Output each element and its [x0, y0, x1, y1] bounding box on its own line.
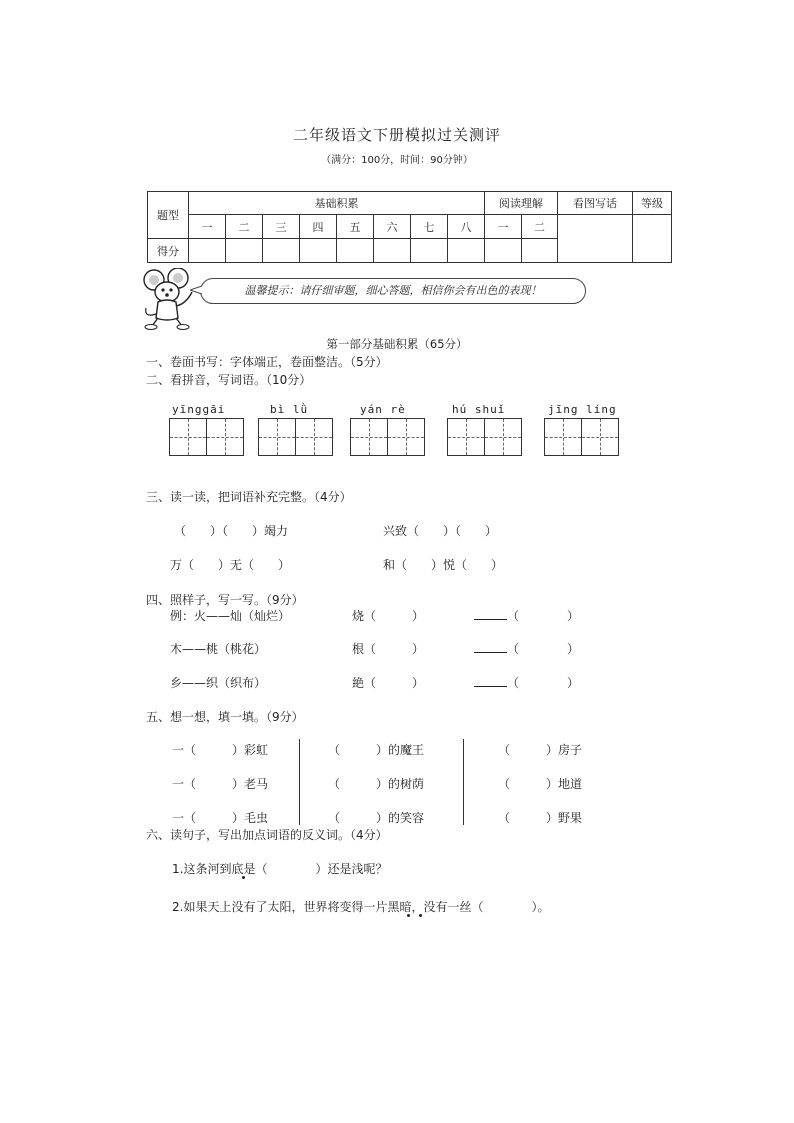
- q6-text: 六、读句子，写出加点词语的反义词。（4分）: [146, 828, 388, 842]
- score-table-basic-header: 基础积累: [189, 192, 485, 215]
- writing-grid[interactable]: [258, 418, 333, 456]
- writing-grid[interactable]: [447, 418, 522, 456]
- score-table-col: 六: [374, 215, 411, 239]
- score-table: [147, 191, 672, 263]
- q4-mid[interactable]: 根（ ）: [352, 642, 425, 656]
- speech-pointer-icon: [190, 284, 204, 296]
- score-table-picture-score-cell[interactable]: [558, 215, 633, 263]
- q4-mid[interactable]: 烧（ ）: [352, 609, 425, 623]
- score-table-col: 四: [300, 215, 337, 239]
- score-cell[interactable]: [448, 239, 485, 263]
- pinyin-label: yán rè: [360, 403, 406, 416]
- tip-bubble: [200, 278, 586, 304]
- score-table-grade-cell[interactable]: [633, 215, 672, 263]
- q4-text: 四、照样子，写一写。（9分）: [146, 593, 304, 607]
- q5-text: 五、想一想，填一填。（9分）: [146, 710, 304, 724]
- score-cell[interactable]: [300, 239, 337, 263]
- mouse-mascot-icon: [140, 268, 202, 332]
- part1-heading: 第一部分基础积累（65分）: [326, 337, 468, 351]
- score-table-type-label: 题型: [148, 192, 189, 239]
- q1-text: 一、卷面书写：字体端正，卷面整洁。（5分）: [146, 355, 388, 369]
- q5-item[interactable]: （ ）野果: [498, 811, 583, 825]
- score-table-col: 二: [226, 215, 263, 239]
- q4-example: 例：火——灿（灿烂）: [170, 609, 291, 623]
- q4-example: 乡——织（织布）: [170, 676, 267, 690]
- score-cell[interactable]: [226, 239, 263, 263]
- q3-item[interactable]: 兴致（ ）（ ）: [383, 524, 498, 538]
- q5-item[interactable]: 一（ ）老马: [172, 777, 269, 791]
- score-table-score-label: 得分: [148, 239, 189, 263]
- score-cell[interactable]: [485, 239, 522, 263]
- pinyin-label: yīnggāi: [172, 403, 226, 416]
- score-cell[interactable]: [337, 239, 374, 263]
- q5-item[interactable]: （ ）的笑容: [328, 811, 425, 825]
- q4-answer[interactable]: （ ）: [474, 640, 579, 657]
- score-table-grade-header: 等级: [633, 192, 672, 215]
- pinyin-label: jīng líng: [548, 403, 617, 416]
- q3-item[interactable]: 和（ ）悦（ ）: [383, 558, 504, 572]
- pinyin-label: hú shuǐ: [452, 403, 506, 416]
- q5-item[interactable]: （ ）房子: [498, 743, 583, 757]
- q5-divider: [299, 739, 300, 825]
- writing-grid[interactable]: [169, 418, 244, 456]
- q5-divider: [463, 739, 464, 825]
- page-subtitle: （满分：100分，时间：90分钟）: [321, 155, 473, 166]
- q4-example: 木——桃（桃花）: [170, 642, 267, 656]
- score-table-col: 七: [411, 215, 448, 239]
- q3-item[interactable]: （ ）（ ）竭力: [174, 524, 289, 538]
- score-cell[interactable]: [189, 239, 226, 263]
- q4-answer[interactable]: （ ）: [474, 674, 579, 691]
- score-cell[interactable]: [522, 239, 558, 263]
- score-table-col: 一: [189, 215, 226, 239]
- q2-text: 二、看拼音，写词语。（10分）: [146, 373, 312, 387]
- score-table-reading-header: 阅读理解: [485, 192, 558, 215]
- writing-grid[interactable]: [544, 418, 619, 456]
- q6-sentence-1[interactable]: 1.这条河到底是（ ）还是浅呢？: [172, 862, 388, 876]
- score-table-col: 八: [448, 215, 485, 239]
- score-table-picture-header: 看图写话: [558, 192, 633, 215]
- q4-mid[interactable]: 絶（ ）: [352, 676, 425, 690]
- q5-item[interactable]: （ ）的魔王: [328, 743, 425, 757]
- score-table-col: 五: [337, 215, 374, 239]
- tip-text: 温馨提示：请仔细审题，细心答题，相信你会有出色的表现！: [244, 284, 542, 297]
- score-cell[interactable]: [374, 239, 411, 263]
- q6-sentence-2[interactable]: 2.如果天上没有了太阳，世界将变得一片黑暗，没有一丝（ ）。: [172, 900, 550, 914]
- score-table-col: 二: [522, 215, 558, 239]
- q5-item[interactable]: 一（ ）彩虹: [172, 743, 269, 757]
- score-cell[interactable]: [263, 239, 300, 263]
- score-table-col: 三: [263, 215, 300, 239]
- q3-item[interactable]: 万（ ）无（ ）: [170, 558, 291, 572]
- emphasis-dot: [407, 914, 410, 917]
- q4-answer[interactable]: （ ）: [474, 607, 579, 624]
- score-table-col: 一: [485, 215, 522, 239]
- score-cell[interactable]: [411, 239, 448, 263]
- writing-grid[interactable]: [350, 418, 425, 456]
- q5-item[interactable]: （ ）的树荫: [328, 777, 425, 791]
- q3-text: 三、读一读，把词语补充完整。（4分）: [146, 490, 352, 504]
- pinyin-label: bì lǜ: [270, 403, 309, 416]
- page-title: 二年级语文下册模拟过关测评: [292, 126, 501, 144]
- q5-item[interactable]: （ ）地道: [498, 777, 583, 791]
- emphasis-dot: [419, 914, 422, 917]
- emphasis-dot: [242, 876, 245, 879]
- q5-item[interactable]: 一（ ）毛虫: [172, 811, 269, 825]
